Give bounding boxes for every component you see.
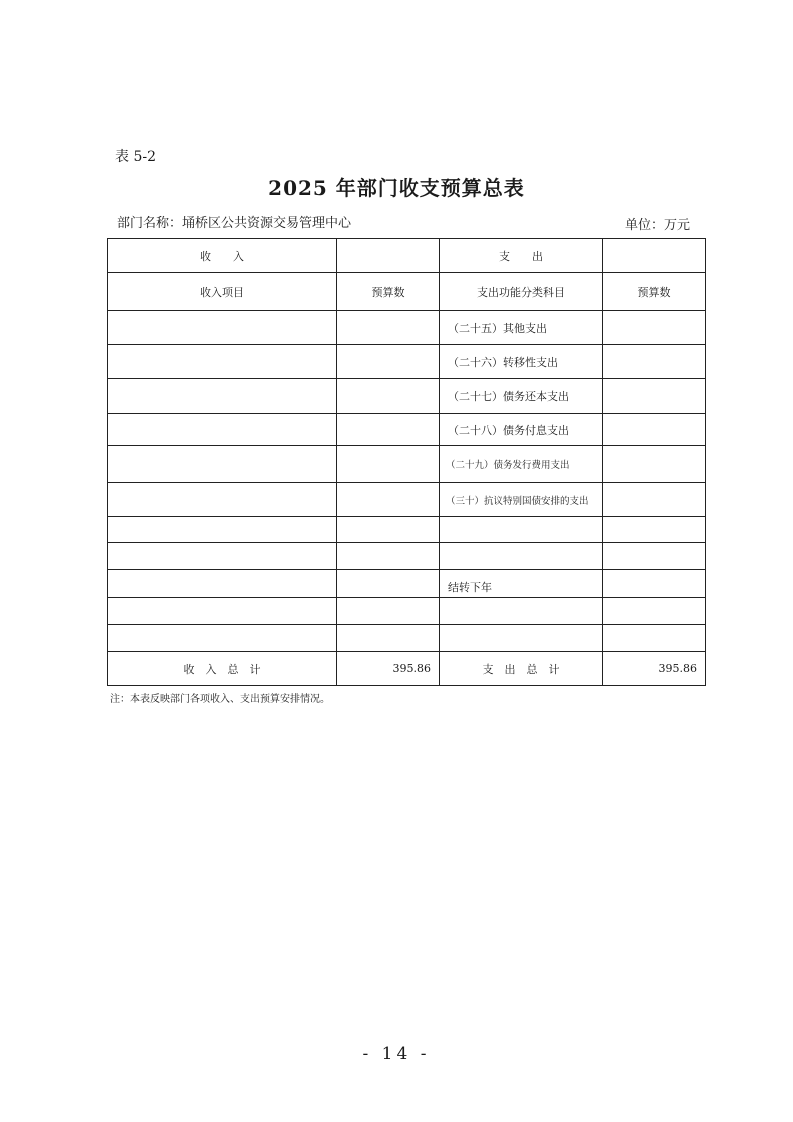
income-item-cell [108, 570, 337, 598]
group-header-row [108, 239, 706, 273]
income-budget-cell [337, 311, 440, 345]
income-budget-cell [337, 345, 440, 379]
income-item-cell [108, 598, 337, 625]
expense-budget-cell [603, 446, 706, 483]
income-total-value: 395.86 [337, 652, 440, 686]
income-budget-cell [337, 625, 440, 652]
expense-budget-cell [603, 414, 706, 446]
expense-group-header: 支 出 [440, 239, 603, 273]
income-item-cell [108, 414, 337, 446]
income-item-cell [108, 517, 337, 543]
expense-item-cell: 结转下年 [440, 570, 603, 598]
income-budget-cell [337, 483, 440, 517]
page-number: - 14 - [362, 1044, 431, 1064]
table-row [108, 311, 706, 345]
col-expense-budget: 预算数 [603, 273, 706, 311]
table-row [108, 598, 706, 625]
income-group-header: 收 入 [108, 239, 337, 273]
unit-label: 单位：万元 [625, 218, 691, 233]
expense-budget-cell [603, 379, 706, 414]
table-row [108, 379, 706, 414]
empty-header-cell [603, 239, 706, 273]
expense-item-cell [440, 517, 603, 543]
table-row [108, 543, 706, 570]
table-number: 表 5-2 [115, 149, 156, 165]
budget-summary-table [107, 238, 706, 686]
table-row [108, 570, 706, 598]
income-budget-cell [337, 598, 440, 625]
expense-item-cell: （二十九）债务发行费用支出 [440, 446, 603, 483]
income-budget-cell [337, 446, 440, 483]
expense-budget-cell [603, 517, 706, 543]
total-row [108, 652, 706, 686]
income-budget-cell [337, 570, 440, 598]
table-row [108, 517, 706, 543]
empty-header-cell [337, 239, 440, 273]
income-budget-cell [337, 414, 440, 446]
income-item-cell [108, 483, 337, 517]
col-income-budget: 预算数 [337, 273, 440, 311]
expense-budget-cell [603, 311, 706, 345]
expense-budget-cell [603, 345, 706, 379]
income-item-cell [108, 625, 337, 652]
expense-total-label: 支 出 总 计 [440, 652, 603, 686]
expense-total-value: 395.86 [603, 652, 706, 686]
expense-budget-cell [603, 598, 706, 625]
table-row [108, 345, 706, 379]
expense-budget-cell [603, 483, 706, 517]
table-row [108, 625, 706, 652]
income-item-cell [108, 446, 337, 483]
income-total-label: 收 入 总 计 [108, 652, 337, 686]
department-name: 部门名称：埇桥区公共资源交易管理中心 [117, 216, 352, 231]
income-item-cell [108, 379, 337, 414]
table-row [108, 483, 706, 517]
table-row [108, 446, 706, 483]
col-expense-item: 支出功能分类科目 [440, 273, 603, 311]
expense-item-cell [440, 625, 603, 652]
expense-item-cell: （三十）抗议特别国债安排的支出 [440, 483, 603, 517]
column-header-row [108, 273, 706, 311]
income-budget-cell [337, 517, 440, 543]
expense-item-cell: （二十七）债务还本支出 [440, 379, 603, 414]
expense-item-cell: （二十五）其他支出 [440, 311, 603, 345]
expense-item-cell [440, 598, 603, 625]
expense-item-cell: （二十六）转移性支出 [440, 345, 603, 379]
expense-item-cell: （二十八）债务付息支出 [440, 414, 603, 446]
footnote: 注：本表反映部门各项收入、支出预算安排情况。 [110, 694, 330, 705]
income-budget-cell [337, 543, 440, 570]
income-budget-cell [337, 379, 440, 414]
expense-budget-cell [603, 543, 706, 570]
expense-item-cell [440, 543, 603, 570]
expense-budget-cell [603, 570, 706, 598]
table-row [108, 414, 706, 446]
expense-budget-cell [603, 625, 706, 652]
income-item-cell [108, 543, 337, 570]
page-title: 2025 年部门收支预算总表 [268, 176, 525, 200]
income-item-cell [108, 311, 337, 345]
col-income-item: 收入项目 [108, 273, 337, 311]
income-item-cell [108, 345, 337, 379]
